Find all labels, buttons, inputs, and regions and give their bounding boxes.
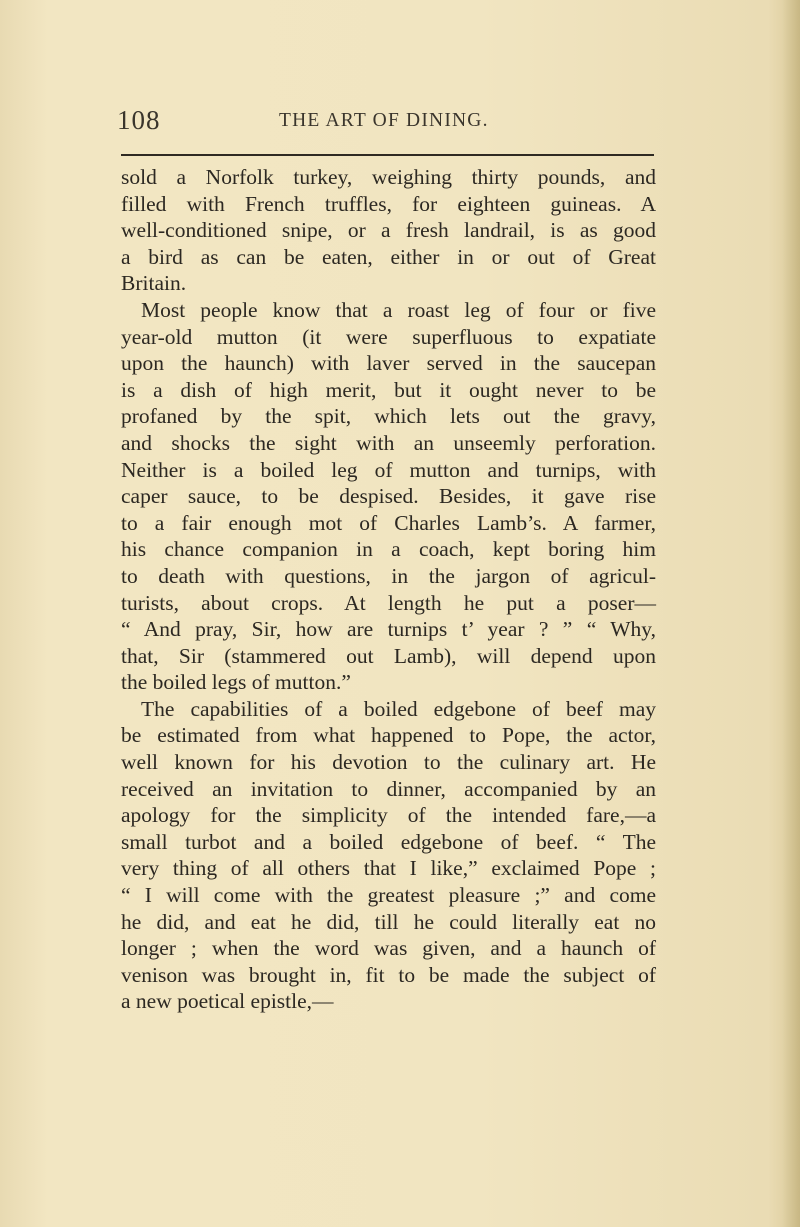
- body-text: [121, 164, 656, 1015]
- text-line: longer ; when the word was given, and a haunch of: [121, 936, 656, 961]
- page-header: [117, 101, 657, 141]
- text-line: very thing of all others that I like,” exclaimed Pope ;: [121, 856, 656, 881]
- text-line: is a dish of high merit, but it ought never to be: [121, 377, 656, 402]
- text-line: be estimated from what happened to Pope, the actor,: [121, 723, 656, 748]
- text-line: profaned by the spit, which lets out the gravy,: [121, 404, 656, 429]
- text-line: caper sauce, to be despised. Besides, it gave rise: [121, 484, 656, 509]
- text-line: small turbot and a boiled edgebone of beef. “ The: [121, 829, 656, 854]
- header-rule: [121, 154, 654, 156]
- text-line: he did, and eat he did, till he could literally eat no: [121, 909, 656, 934]
- text-line: a bird as can be eaten, either in or out of Great: [121, 244, 656, 269]
- text-line: year-old mutton (it were superfluous to expatiate: [121, 324, 656, 349]
- text-line: upon the haunch) with laver served in the saucepan: [121, 351, 656, 376]
- text-line: well known for his devotion to the culinary art. He: [121, 750, 656, 775]
- page-edge-shadow: [782, 0, 800, 1227]
- text-line: sold a Norfolk turkey, weighing thirty pounds, and: [121, 165, 656, 189]
- text-line: the boiled legs of mutton.”: [121, 670, 351, 695]
- text-line: well-conditioned snipe, or a fresh landrail, is as good: [121, 218, 656, 243]
- text-line: his chance companion in a coach, kept boring him: [121, 537, 656, 562]
- text-line: Neither is a boiled leg of mutton and turnips, with: [121, 457, 656, 482]
- text-line: filled with French truffles, for eighteen guineas. A: [121, 191, 656, 216]
- text-line: to death with questions, in the jargon of agricul-: [121, 563, 656, 588]
- text-line: Most people know that a roast leg of four or five: [141, 297, 656, 322]
- text-line: received an invitation to dinner, accompanied by an: [121, 776, 656, 801]
- text-line: and shocks the sight with an unseemly perforation.: [121, 430, 656, 455]
- text-line: turists, about crops. At length he put a poser—: [121, 590, 656, 615]
- running-head: THE ART OF DINING.: [279, 110, 489, 131]
- text-line: “ I will come with the greatest pleasure ;” and come: [121, 883, 656, 908]
- text-line: venison was brought in, fit to be made the subject of: [121, 962, 656, 987]
- text-line: apology for the simplicity of the intended fare,—a: [121, 803, 656, 828]
- text-line: “ And pray, Sir, how are turnips t’ year ? ” “ Why,: [121, 617, 656, 642]
- text-line: to a fair enough mot of Charles Lamb’s. A farmer,: [121, 510, 656, 535]
- text-line: Britain.: [121, 271, 187, 296]
- text-line: The capabilities of a boiled edgebone of beef may: [141, 696, 656, 721]
- text-line: that, Sir (stammered out Lamb), will depend upon: [121, 643, 656, 668]
- text-line: a new poetical epistle,—: [121, 989, 334, 1014]
- page-number: 108: [117, 105, 161, 135]
